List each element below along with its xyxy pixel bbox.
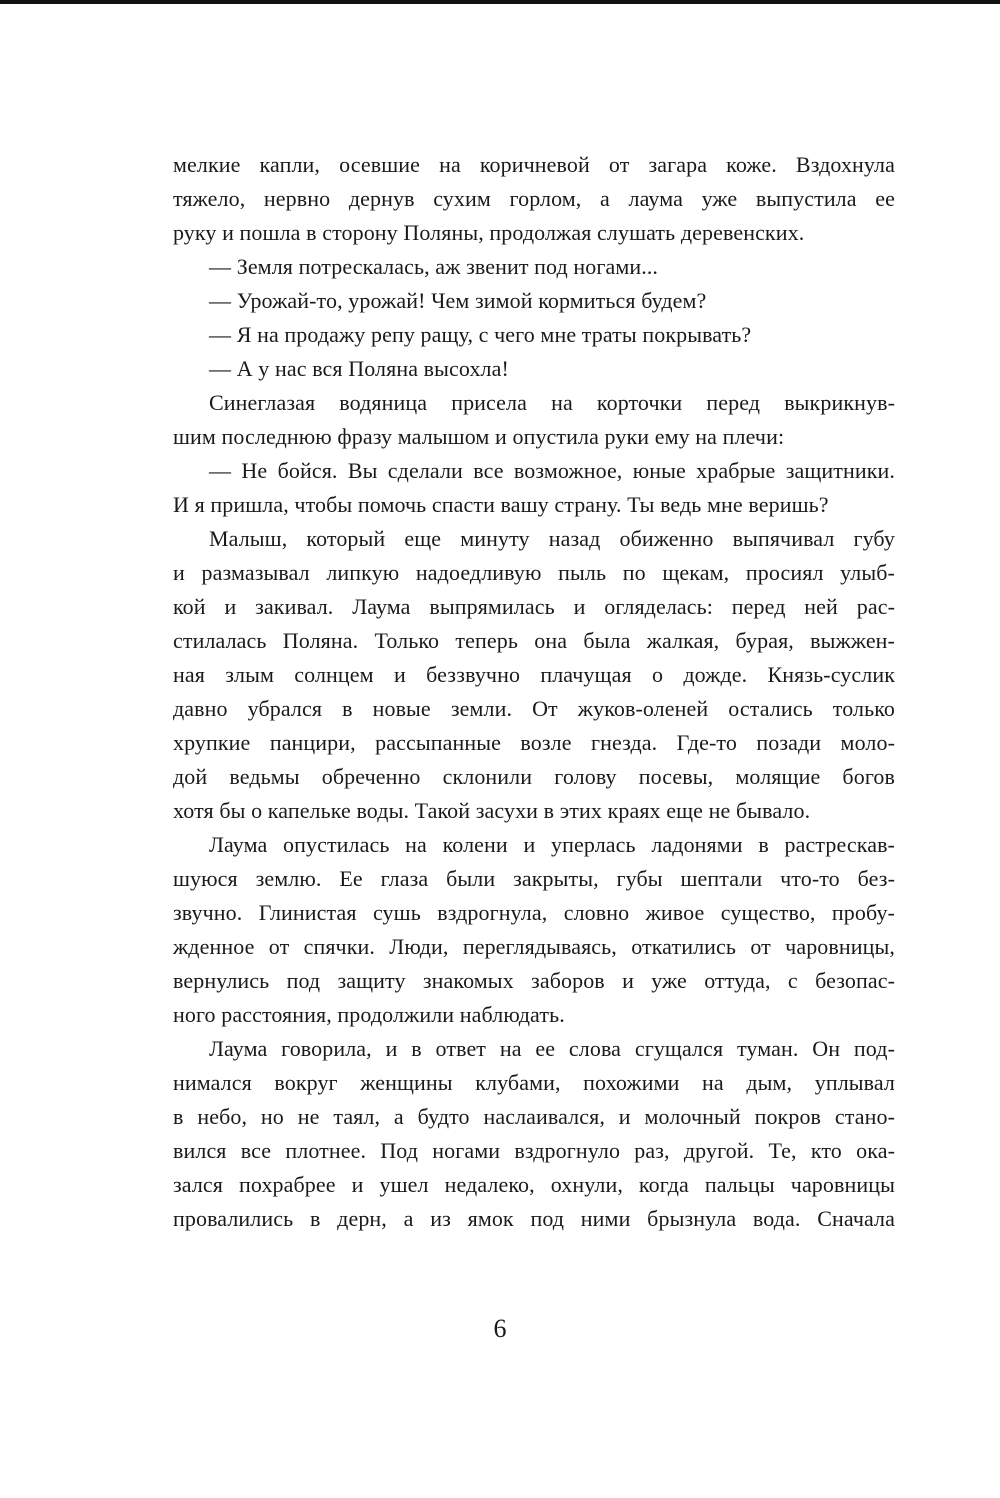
text-line: руку и пошла в сторону Поляны, продолжая слушать деревенских. xyxy=(173,220,805,245)
text-line: — Не бойся. Вы сделали все возможное, юные храбрые защитники. xyxy=(209,458,895,483)
page-number: 6 xyxy=(493,1314,507,1343)
text-line: жденное от спячки. Люди, переглядываясь, откатились от чаровницы, xyxy=(173,934,895,959)
text-line: вился все плотнее. Под ногами вздрогнуло раз, другой. Те, кто ока- xyxy=(173,1138,895,1163)
text-line: звучно. Глинистая сушь вздрогнула, словно живое существо, пробу- xyxy=(173,900,895,925)
text-line: ная злым солнцем и беззвучно плачущая о дожде. Князь-суслик xyxy=(173,662,895,687)
top-border-rule xyxy=(0,0,1000,4)
text-line: провалились в дерн, а из ямок под ними брызнула вода. Сначала xyxy=(173,1206,895,1231)
text-line: — А у нас вся Поляна высохла! xyxy=(209,356,509,381)
text-line: шуюся землю. Ее глаза были закрыты, губы шептали что-то без- xyxy=(173,866,895,891)
body-text xyxy=(173,148,895,1236)
text-line: хрупкие панцири, рассыпанные возле гнезда. Где-то позади моло- xyxy=(173,730,895,755)
text-line: нимался вокруг женщины клубами, похожими на дым, уплывал xyxy=(173,1070,895,1095)
text-line: кой и закивал. Лаума выпрямилась и огляделась: перед ней рас- xyxy=(173,594,895,619)
text-line: давно убрался в новые земли. От жуков-оленей остались только xyxy=(173,696,895,721)
text-line: мелкие капли, осевшие на коричневой от загара коже. Вздохнула xyxy=(173,152,895,177)
text-line: в небо, но не таял, а будто наслаивался, и молочный покров стано- xyxy=(173,1104,895,1129)
text-line: — Земля потрескалась, аж звенит под ногами... xyxy=(209,254,659,279)
text-line: хотя бы о капельке воды. Такой засухи в этих краях еще не бывало. xyxy=(173,798,811,823)
text-line: Лаума говорила, и в ответ на ее слова сгущался туман. Он под- xyxy=(209,1036,895,1061)
text-line: ного расстояния, продолжили наблюдать. xyxy=(173,1002,565,1027)
text-line: Малыш, который еще минуту назад обиженно выпячивал губу xyxy=(209,526,895,551)
text-line: — Урожай-то, урожай! Чем зимой кормиться будем? xyxy=(209,288,707,313)
text-line: тяжело, нервно дернув сухим горлом, а лаума уже выпустила ее xyxy=(173,186,895,211)
text-line: дой ведьмы обреченно склонили голову посевы, молящие богов xyxy=(173,764,895,789)
text-line: зался похрабрее и ушел недалеко, охнули, когда пальцы чаровницы xyxy=(173,1172,895,1197)
text-line: Синеглазая водяница присела на корточки перед выкрикнув- xyxy=(209,390,895,415)
text-line: и размазывал липкую надоедливую пыль по щекам, просиял улыб- xyxy=(173,560,895,585)
text-line: шим последнюю фразу малышом и опустила руки ему на плечи: xyxy=(173,424,785,449)
text-line: Лаума опустилась на колени и уперлась ладонями в растрескав- xyxy=(209,832,895,857)
text-line: вернулись под защиту знакомых заборов и уже оттуда, с безопас- xyxy=(173,968,895,993)
text-line: — Я на продажу репу ращу, с чего мне траты покрывать? xyxy=(209,322,752,347)
text-line: И я пришла, чтобы помочь спасти вашу страну. Ты ведь мне веришь? xyxy=(173,492,829,517)
text-line: стилалась Поляна. Только теперь она была жалкая, бурая, выжжен- xyxy=(173,628,895,653)
